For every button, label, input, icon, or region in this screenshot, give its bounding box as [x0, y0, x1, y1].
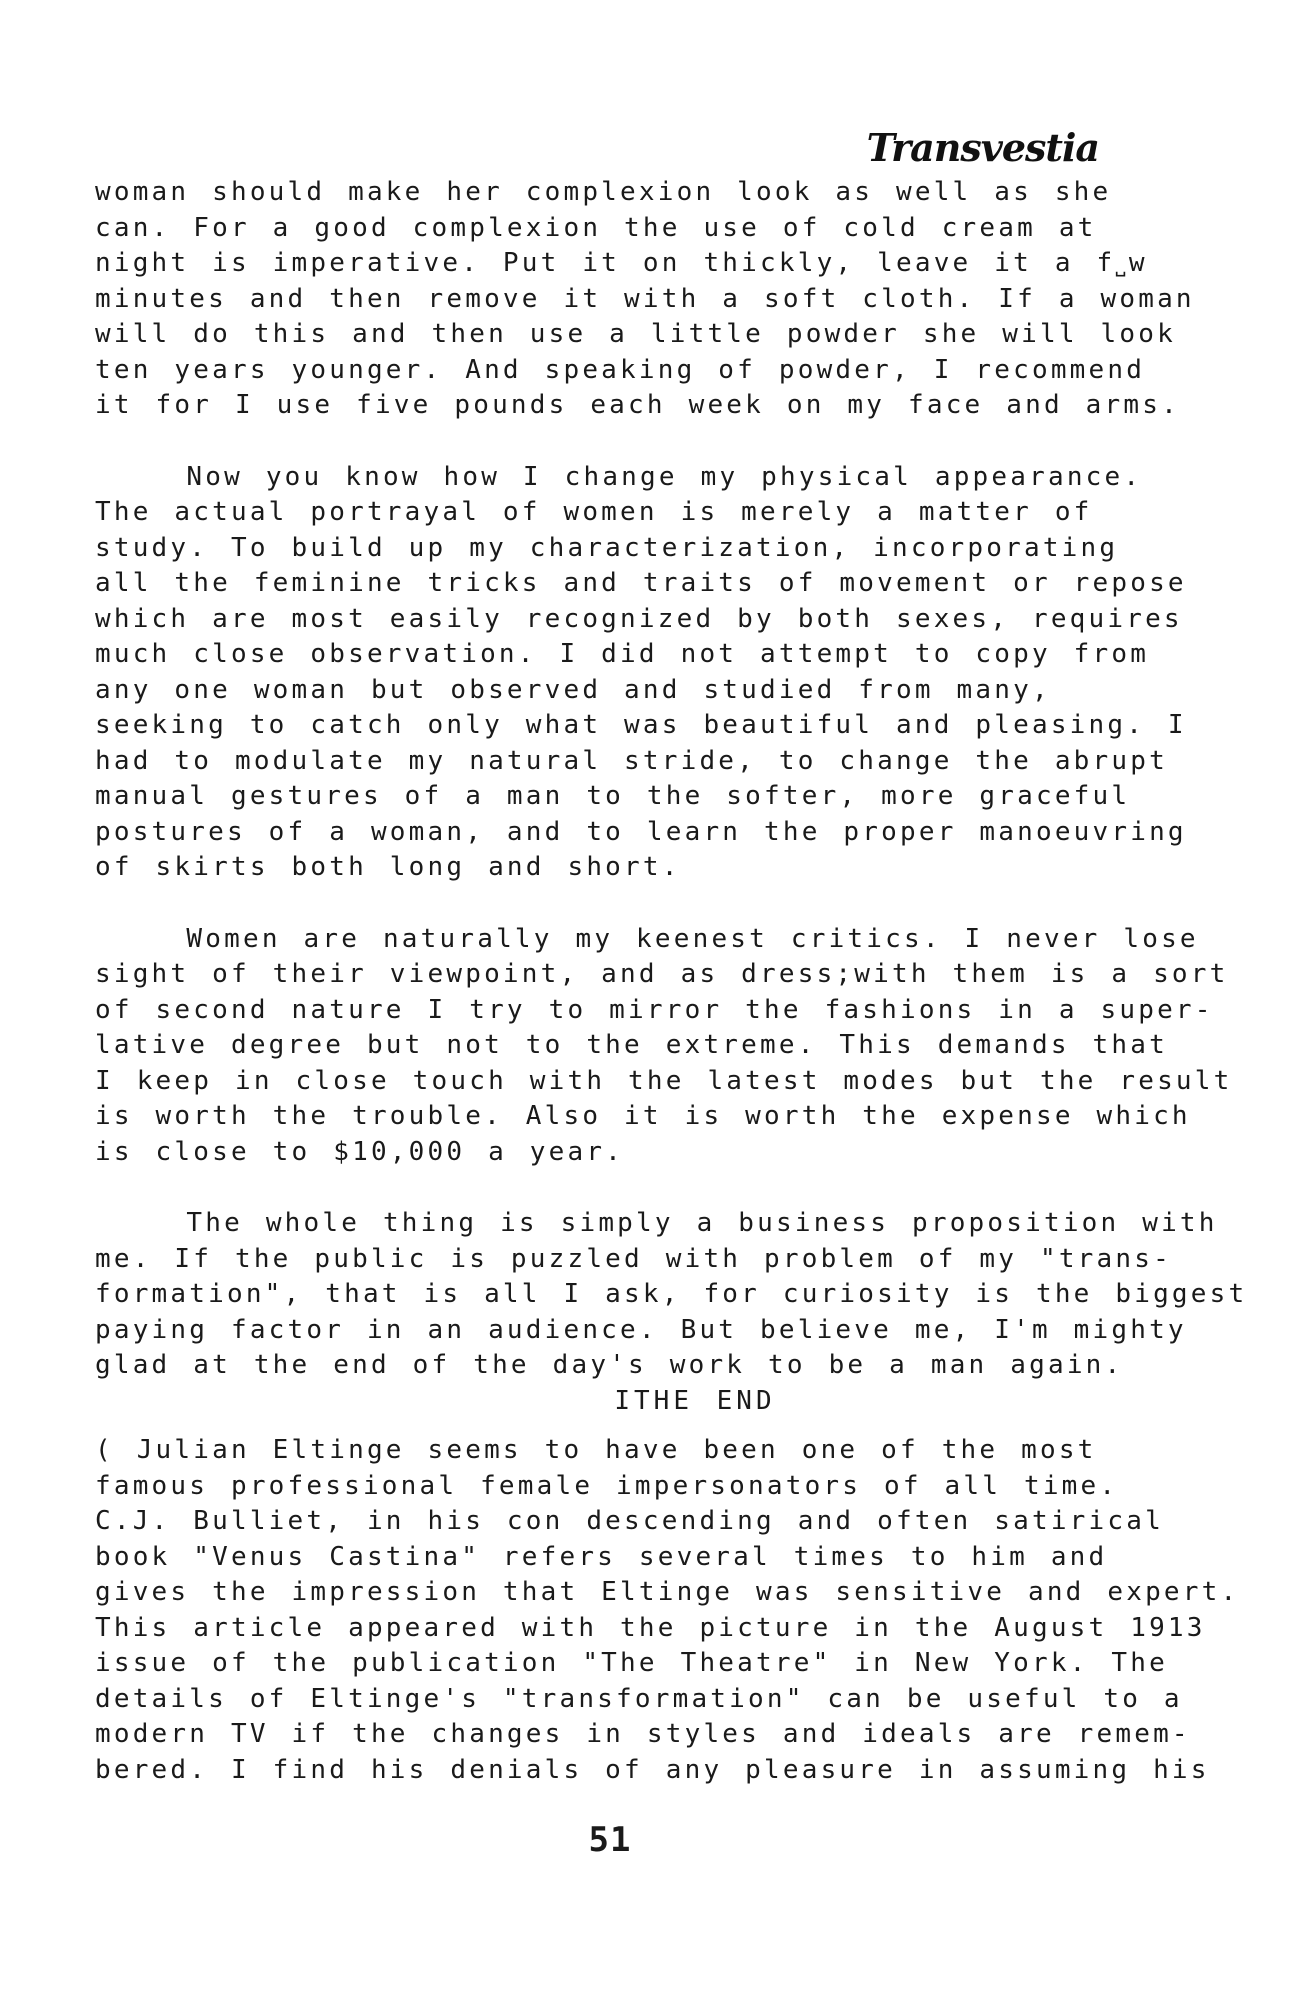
text-line: of second nature I try to mirror the fashions in a super- — [95, 994, 1214, 1025]
text-line: had to modulate my natural stride, to change the abrupt — [95, 745, 1168, 776]
editor-note — [95, 1433, 1240, 1788]
text-line: I keep in close touch with the latest modes but the result — [95, 1065, 1233, 1096]
article-body — [95, 175, 1248, 1788]
paragraph-2 — [95, 460, 1187, 886]
text-line: me. If the public is puzzled with problem of my "trans- — [95, 1243, 1172, 1274]
end-marker: ITHE END — [614, 1385, 776, 1416]
text-line: is worth the trouble. Also it is worth the expense which — [95, 1101, 1191, 1131]
text-line: Women are naturally my keenest critics. I never lose — [95, 923, 1199, 954]
text-line: sight of their viewpoint, and as dress;with them is a sort — [95, 959, 1229, 989]
text-line: famous professional female impersonators of all time. — [95, 1470, 1119, 1501]
text-line: This article appeared with the picture in the August 1913 — [95, 1612, 1206, 1643]
text-line: can. For a good complexion the use of cold cream at — [95, 212, 1097, 243]
text-line: The actual portrayal of women is merely a matter of — [95, 497, 1093, 527]
text-line: The whole thing is simply a business proposition with — [95, 1208, 1218, 1238]
text-line: it for I use five pounds each week on my face and arms. — [95, 390, 1180, 420]
text-line: seeking to catch only what was beautiful and pleasing. I — [95, 710, 1187, 740]
text-line: is close to $10,000 a year. — [95, 1136, 625, 1167]
text-line: formation", that is all I ask, for curiosity is the biggest — [95, 1279, 1248, 1309]
text-line: modern TV if the changes in styles and ideals are remem- — [95, 1719, 1191, 1749]
text-line: lative degree but not to the extreme. This demands that — [95, 1030, 1168, 1060]
text-line: much close observation. I did not attempt to copy from — [95, 639, 1150, 669]
text-line: of skirts both long and short. — [95, 852, 681, 882]
text-line: manual gestures of a man to the softer, more graceful — [95, 781, 1131, 811]
text-line: minutes and then remove it with a soft cloth. If a woman — [95, 283, 1195, 314]
text-line: study. To build up my characterization, incorporating — [95, 532, 1119, 563]
text-line: will do this and then use a little powder she will look — [95, 319, 1176, 349]
text-line: details of Eltinge's "transformation" can be useful to a — [95, 1683, 1183, 1714]
running-header: Transvestia — [866, 125, 1099, 170]
text-line: bered. I find his denials of any pleasure in assuming his — [95, 1754, 1210, 1785]
paragraph-4 — [95, 1206, 1248, 1384]
text-line: woman should make her complexion look as well as she — [95, 177, 1112, 207]
paragraph-3 — [95, 922, 1233, 1171]
text-line: Now you know how I change my physical appearance. — [95, 461, 1143, 492]
text-line: C.J. Bulliet, in his con descending and often satirical — [95, 1506, 1164, 1536]
text-line: ten years younger. And speaking of powder, I recommend — [95, 354, 1146, 385]
text-line: book "Venus Castina" refers several times to him and — [95, 1541, 1108, 1572]
text-line: which are most easily recognized by both sexes, requires — [95, 603, 1183, 634]
text-line: night is imperative. Put it on thickly, leave it a f˽w — [95, 248, 1148, 278]
page-number: 51 — [588, 1820, 632, 1860]
text-line: all the feminine tricks and traits of movement or repose — [95, 568, 1187, 598]
text-line: postures of a woman, and to learn the proper manoeuvring — [95, 816, 1187, 847]
text-line: paying factor in an audience. But believe me, I'm mighty — [95, 1314, 1187, 1345]
text-line: issue of the publication "The Theatre" in New York. The — [95, 1648, 1168, 1678]
text-line: glad at the end of the day's work to be a man again. — [95, 1350, 1124, 1380]
text-line: any one woman but observed and studied from many, — [95, 674, 1051, 705]
text-line: ( Julian Eltinge seems to have been one of the most — [95, 1435, 1097, 1465]
text-line: gives the impression that Eltinge was sensitive and expert. — [95, 1577, 1240, 1607]
paragraph-1 — [95, 175, 1195, 424]
